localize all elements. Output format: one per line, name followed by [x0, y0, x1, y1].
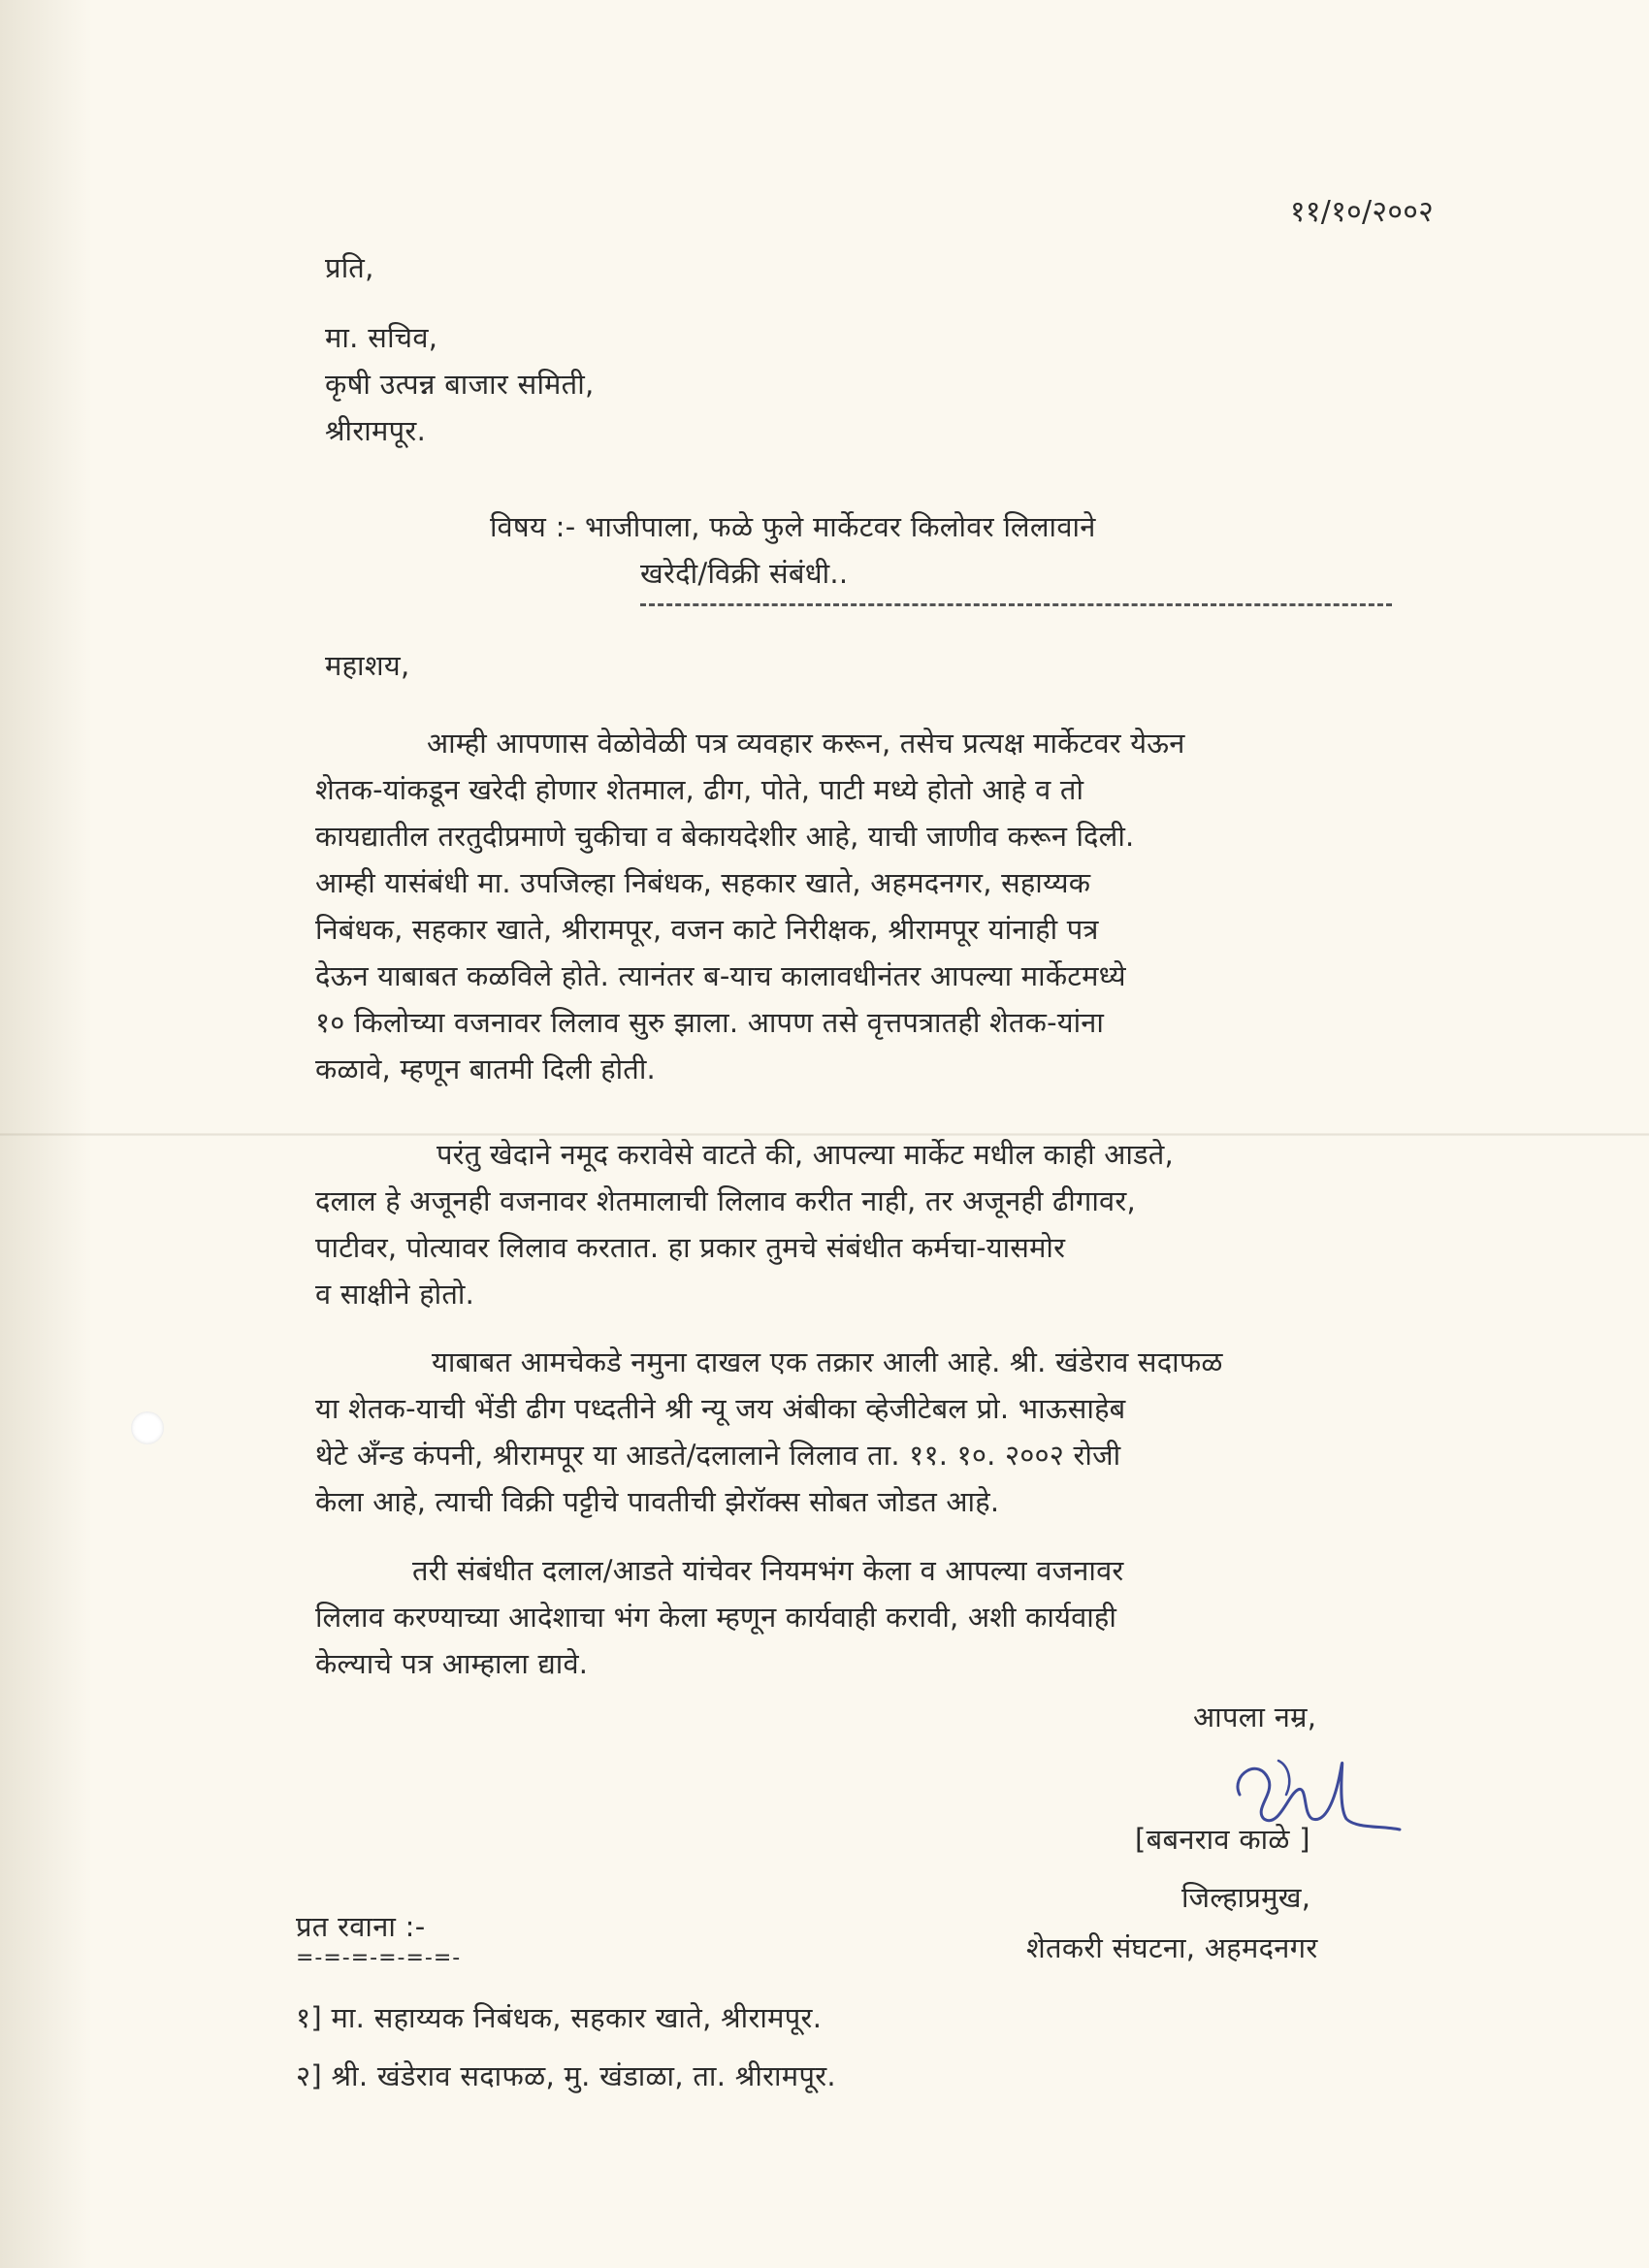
body-line: निबंधक, सहकार खाते, श्रीरामपूर, वजन काटे निरीक्षक, श्रीरामपूर यांनाही पत्र [315, 913, 1099, 946]
body-line: दलाल हे अजूनही वजनावर शेतमालाची लिलाव करीत नाही, तर अजूनही ढीगावर, [315, 1184, 1136, 1217]
body-line: कळावे, म्हणून बातमी दिली होती. [315, 1053, 656, 1085]
body-line: परंतु खेदाने नमूद करावेसे वाटते की, आपल्या मार्केट मधील काही आडते, [436, 1138, 1174, 1171]
letter-date: ११/१०/२००२ [1290, 195, 1435, 229]
body-line: कायद्यातील तरतुदीप्रमाणे चुकीचा व बेकायदेशीर आहे, याची जाणीव करून दिली. [315, 820, 1135, 853]
body-line: याबाबत आमचेकडे नमुना दाखल एक तक्रार आली आहे. श्री. खंडेराव सदाफळ [432, 1345, 1223, 1378]
valediction: आपला नम्र, [1193, 1701, 1317, 1733]
copy-item: २] श्री. खंडेराव सदाफळ, मु. खंडाळा, ता. श्रीरामपूर. [296, 2059, 836, 2092]
body-line: केल्याचे पत्र आम्हाला द्यावे. [315, 1647, 589, 1680]
body-line: १० किलोच्या वजनावर लिलाव सुरु झाला. आपण तसे वृत्तपत्रातही शेतक-यांना [315, 1006, 1105, 1039]
body-line: या शेतक-याची भेंडी ढीग पध्दतीने श्री न्यू जय अंबीका व्हेजीटेबल प्रो. भाऊसाहेब [315, 1392, 1126, 1425]
punch-hole-icon [131, 1411, 164, 1444]
body-line: देऊन याबाबत कळविले होते. त्यानंतर ब-याच कालावधीनंतर आपल्या मार्केटमध्ये [315, 959, 1126, 992]
copies-heading-underline: =-=-=-=-=-=- [296, 1946, 462, 1970]
greeting: महाशय, [325, 649, 410, 682]
subject-line: खरेदी/विक्री संबंधी.. [640, 557, 849, 590]
body-line: तरी संबंधीत दलाल/आडते यांचेवर नियमभंग केला व आपल्या वजनावर [412, 1554, 1124, 1587]
body-line: लिलाव करण्याच्या आदेशाचा भंग केला म्हणून कार्यवाही करावी, अशी कार्यवाही [315, 1601, 1117, 1634]
body-line: थेटे अँन्ड कंपनी, श्रीरामपूर या आडते/दलालाने लिलाव ता. ११. १०. २००२ रोजी [315, 1439, 1121, 1472]
copies-heading: प्रत रवाना :- [296, 1910, 426, 1943]
addressee-line: मा. सचिव, [325, 321, 438, 354]
subject-line: विषय :- भाजीपाला, फळे फुले मार्केटवर किलोवर लिलावाने [490, 510, 1096, 543]
body-paragraph [315, 720, 1185, 1092]
body-paragraph [315, 1547, 1124, 1687]
signatory-designation: जिल्हाप्रमुख, [1181, 1881, 1311, 1914]
copy-item: १] मा. सहाय्यक निबंधक, सहकार खाते, श्रीरामपूर. [296, 2001, 823, 2034]
body-line: केला आहे, त्याची विक्री पट्टीचे पावतीची झेरॉक्स सोबत जोडत आहे. [315, 1485, 1000, 1518]
signatory-name: [बबनराव काळे ] [1135, 1823, 1310, 1856]
signatory-organization: शेतकरी संघटना, अहमदनगर [1026, 1931, 1318, 1964]
addressee-line: कृषी उत्पन्न बाजार समिती, [325, 368, 595, 401]
body-line: पाटीवर, पोत्यावर लिलाव करतात. हा प्रकार तुमचे संबंधीत कर्मचा-यासमोर [315, 1231, 1066, 1264]
subject-underline [640, 603, 1392, 606]
body-line: आम्ही आपणास वेळोवेळी पत्र व्यवहार करून, तसेच प्रत्यक्ष मार्केटवर येऊन [427, 727, 1185, 760]
body-line: व साक्षीने होतो. [315, 1278, 475, 1311]
addressee-line: श्रीरामपूर. [325, 414, 427, 447]
body-paragraph [315, 1339, 1223, 1525]
body-paragraph [315, 1131, 1174, 1317]
salutation-to: प्रति, [325, 251, 374, 284]
body-line: आम्ही यासंबंधी मा. उपजिल्हा निबंधक, सहकार खाते, अहमदनगर, सहाय्यक [315, 866, 1091, 899]
body-line: शेतक-यांकडून खरेदी होणार शेतमाल, ढीग, पोते, पाटी मध्ये होतो आहे व तो [315, 773, 1084, 806]
